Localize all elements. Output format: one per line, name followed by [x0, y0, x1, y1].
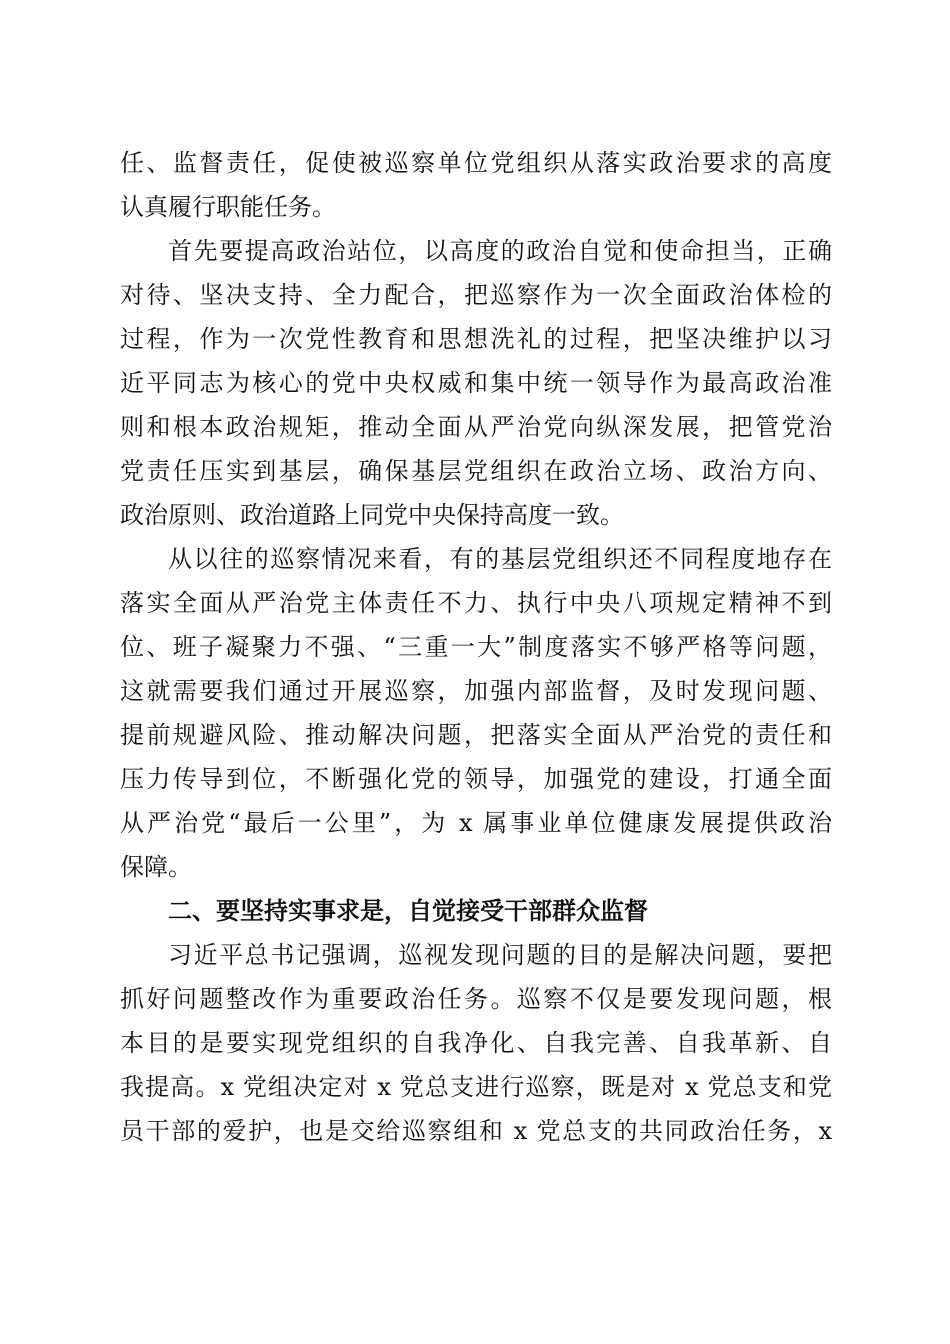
section-heading: 二、要坚持实事求是，自觉接受干部群众监督 [168, 897, 648, 925]
body-text-line: 则和根本政治规矩，推动全面从严治党向纵深发展，把管党治 [120, 413, 832, 441]
body-text-line: 本目的是要实现党组织的自我净化、自我完善、自我革新、自 [120, 1029, 832, 1057]
body-text-line: 过程，作为一次党性教育和思想洗礼的过程，把坚决维护以习 [120, 325, 832, 353]
paragraph-first-line: 习近平总书记强调，巡视发现问题的目的是解决问题，要把 [168, 941, 832, 969]
paragraph-first-line: 首先要提高政治站位，以高度的政治自觉和使命担当，正确 [168, 237, 832, 265]
body-text-line: 员干部的爱护，也是交给巡察组和 x 党总支的共同政治任务，x [120, 1117, 832, 1145]
body-text-line: 政治原则、政治道路上同党中央保持高度一致。 [120, 501, 624, 529]
body-text-line: 抓好问题整改作为重要政治任务。巡察不仅是要发现问题，根 [120, 985, 832, 1013]
body-text-line: 对待、坚决支持、全力配合，把巡察作为一次全面政治体检的 [120, 281, 832, 309]
paragraph-first-line: 从以往的巡察情况来看，有的基层党组织还不同程度地存在 [168, 545, 832, 573]
body-text-line: 保障。 [120, 853, 192, 881]
body-text-line: 认真履行职能任务。 [120, 193, 336, 221]
body-text-line: 我提高。x 党组决定对 x 党总支进行巡察，既是对 x 党总支和党 [120, 1073, 832, 1101]
body-text-line: 党责任压实到基层，确保基层党组织在政治立场、政治方向、 [120, 457, 832, 485]
body-text-line: 位、班子凝聚力不强、“三重一大”制度落实不够严格等问题， [120, 633, 832, 661]
body-text-line: 落实全面从严治党主体责任不力、执行中央八项规定精神不到 [120, 589, 832, 617]
body-text-line: 这就需要我们通过开展巡察，加强内部监督，及时发现问题、 [120, 677, 832, 705]
body-text-line: 任、监督责任，促使被巡察单位党组织从落实政治要求的高度 [120, 149, 832, 177]
body-text-line: 提前规避风险、推动解决问题，把落实全面从严治党的责任和 [120, 721, 832, 749]
body-text-line: 从严治党“最后一公里”，为 x 属事业单位健康发展提供政治 [120, 809, 832, 837]
body-text-line: 近平同志为核心的党中央权威和集中统一领导作为最高政治准 [120, 369, 832, 397]
body-text-line: 压力传导到位，不断强化党的领导，加强党的建设，打通全面 [120, 765, 832, 793]
